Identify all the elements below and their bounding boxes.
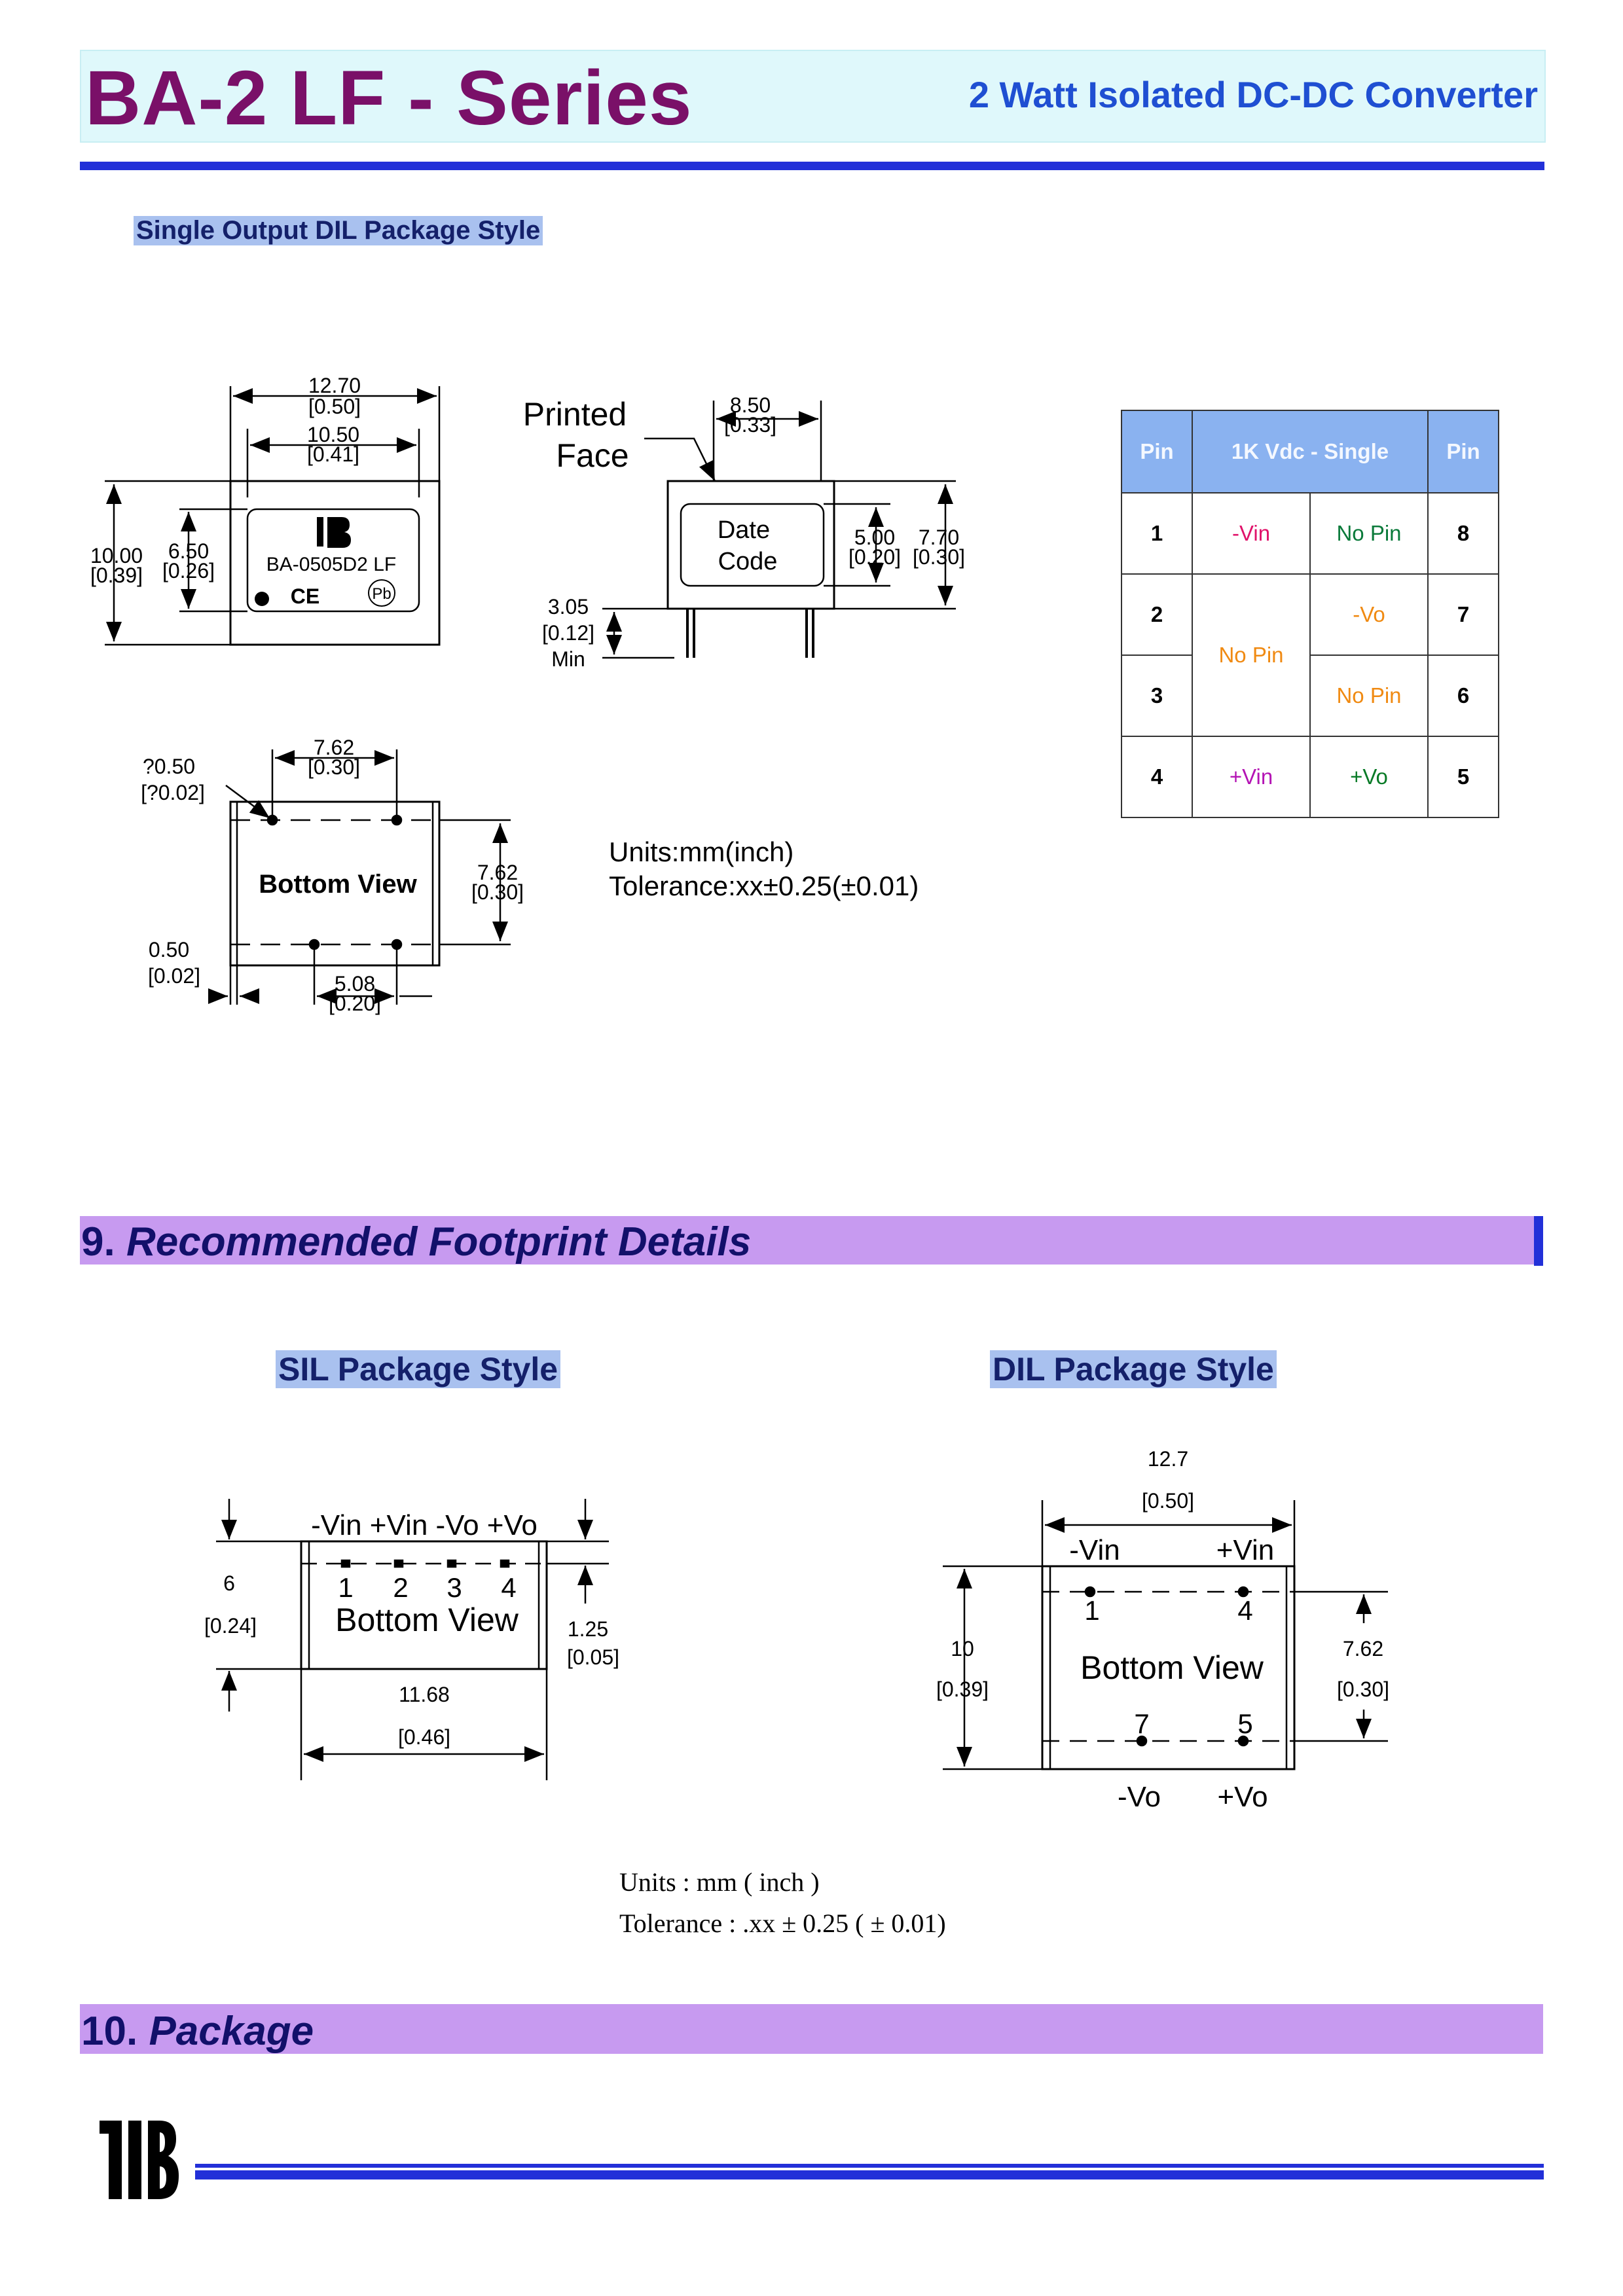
header-config: 1K Vdc - Single	[1192, 410, 1428, 493]
dil-footprint-drawing	[943, 1500, 1388, 1769]
pin-function: No Pin	[1310, 493, 1428, 574]
pin-length-value: 3.05	[547, 595, 589, 619]
dil-pitch-value: 7.62	[1342, 1637, 1384, 1660]
sil-pin-1: 1	[338, 1572, 354, 1603]
section-10-number: 10.	[81, 2009, 138, 2054]
dil-pitch-inch: [0.30]	[1336, 1677, 1390, 1701]
row-pitch-value: 7.62	[477, 861, 519, 884]
pin-function: -Vin	[1192, 493, 1310, 574]
single-output-label: Single Output DIL Package Style	[134, 216, 543, 245]
side-width-value: 8.50	[729, 393, 771, 417]
pin-pitch-inch: [0.30]	[307, 755, 361, 779]
inner-height-value: 6.50	[168, 539, 210, 563]
pin-length-inch: [0.12]	[541, 621, 595, 645]
pin-table-header	[1122, 410, 1499, 493]
pin-diameter-value: ?0.50	[142, 755, 196, 778]
pin-number: 6	[1428, 655, 1499, 736]
section-9-heading	[81, 1219, 751, 1265]
pin-number: 7	[1428, 574, 1499, 655]
sil-pin-labels: -Vin +Vin -Vo +Vo	[311, 1509, 538, 1541]
pin-number: 8	[1428, 493, 1499, 574]
sil-label: SIL Package Style	[276, 1350, 560, 1388]
footer-logo	[100, 2121, 179, 2199]
footer-rule	[195, 2170, 1544, 2179]
code-label: Code	[718, 548, 778, 575]
sil-length-value: 11.68	[399, 1683, 450, 1706]
side-width-inch: [0.33]	[723, 413, 777, 437]
top-width-inch: [0.50]	[308, 395, 361, 418]
edge-value: 0.50	[148, 938, 190, 961]
sil-pin-2: 2	[393, 1572, 409, 1603]
inner-width-value: 10.50	[306, 423, 360, 446]
table-row	[1122, 493, 1499, 574]
dil-pin-5: 5	[1237, 1708, 1253, 1739]
side-height1-value: 5.00	[854, 526, 896, 549]
units-note: Units:mm(inch)	[609, 836, 794, 867]
footprint-units: Units : mm ( inch )	[619, 1867, 820, 1897]
printed-label: Printed	[522, 396, 627, 433]
dil-label-plus-vin: +Vin	[1216, 1534, 1275, 1566]
pin-diameter-inch: [?0.02]	[141, 781, 205, 804]
section-9-number: 9.	[81, 1219, 115, 1265]
sil-bottom-view-title: Bottom View	[335, 1602, 519, 1638]
pin-function: +Vin	[1192, 736, 1310, 817]
side-height2-inch: [0.30]	[912, 545, 966, 569]
pin-number: 5	[1428, 736, 1499, 817]
pin-number: 2	[1122, 574, 1192, 655]
sil-height-inch: [0.24]	[204, 1614, 257, 1638]
section-9-title: Recommended Footprint Details	[126, 1219, 752, 1265]
ce-mark: CE	[290, 584, 320, 608]
edge-inch: [0.02]	[147, 964, 201, 988]
tolerance-note: Tolerance:xx±0.25(±0.01)	[609, 870, 919, 901]
dil-width-value: 12.7	[1147, 1447, 1189, 1471]
header-pin-left: Pin	[1122, 410, 1192, 493]
side-height2-value: 7.70	[918, 526, 960, 549]
dil-bottom-view-title: Bottom View	[1080, 1649, 1264, 1686]
pin-number: 1	[1122, 493, 1192, 574]
top-width-value: 12.70	[308, 374, 361, 397]
sil-pin-4: 4	[501, 1572, 517, 1603]
face-label: Face	[556, 437, 629, 474]
section-9-edge	[1534, 1216, 1543, 1266]
footer-rule	[195, 2164, 1544, 2168]
inner-height-inch: [0.26]	[162, 559, 215, 583]
section-10-title: Package	[149, 2009, 314, 2054]
table-row	[1122, 574, 1499, 655]
inner-width-inch: [0.41]	[306, 442, 360, 466]
pin-function: No Pin	[1192, 574, 1310, 736]
page-title: BA-2 LF - Series	[85, 55, 693, 141]
sil-length-inch: [0.46]	[397, 1725, 451, 1749]
pin-function: No Pin	[1310, 655, 1428, 736]
top-view-drawing	[105, 386, 439, 645]
pin-spacing-inch: [0.20]	[328, 992, 382, 1015]
side-height1-inch: [0.20]	[848, 545, 902, 569]
date-label: Date	[717, 516, 771, 544]
section-10-heading	[81, 2008, 314, 2054]
bottom-view-title: Bottom View	[259, 870, 417, 899]
height-inch: [0.39]	[90, 564, 143, 587]
row-pitch-inch: [0.30]	[471, 880, 524, 904]
pin-table	[1121, 410, 1499, 818]
pin-spacing-value: 5.08	[334, 972, 376, 996]
dil-pin-4: 4	[1237, 1595, 1253, 1626]
pin-number: 3	[1122, 655, 1192, 736]
pin-pitch-value: 7.62	[313, 736, 355, 759]
sil-offset-value: 1.25	[567, 1617, 609, 1641]
height-value: 10.00	[90, 544, 143, 567]
table-row	[1122, 736, 1499, 817]
header-pin-right: Pin	[1428, 410, 1499, 493]
dil-label-minus-vo: -Vo	[1117, 1781, 1161, 1813]
dil-width-inch: [0.50]	[1141, 1489, 1195, 1513]
dil-label-plus-vo: +Vo	[1217, 1781, 1268, 1813]
dil-pin-7: 7	[1134, 1708, 1150, 1739]
table-row	[1122, 655, 1499, 736]
sil-pin-3: 3	[447, 1572, 462, 1603]
footprint-tolerance: Tolerance : .xx ± 0.25 ( ± 0.01)	[619, 1909, 946, 1938]
dil-height-value: 10	[951, 1637, 974, 1660]
page-subtitle: 2 Watt Isolated DC-DC Converter	[968, 74, 1538, 115]
pin-number: 4	[1122, 736, 1192, 817]
model-number: BA-0505D2 LF	[266, 554, 397, 575]
pb-mark: Pb	[372, 585, 392, 603]
sil-offset-inch: [0.05]	[566, 1645, 620, 1669]
dil-pin-1: 1	[1084, 1595, 1100, 1626]
pin-function: +Vo	[1310, 736, 1428, 817]
dil-height-inch: [0.39]	[936, 1677, 989, 1701]
pin-function: -Vo	[1310, 574, 1428, 655]
sil-height-value: 6	[223, 1571, 235, 1595]
dil-label: DIL Package Style	[990, 1350, 1277, 1388]
dil-label-minus-vin: -Vin	[1069, 1534, 1120, 1566]
pin-length-min: Min	[551, 647, 585, 671]
side-view-drawing	[602, 401, 956, 658]
